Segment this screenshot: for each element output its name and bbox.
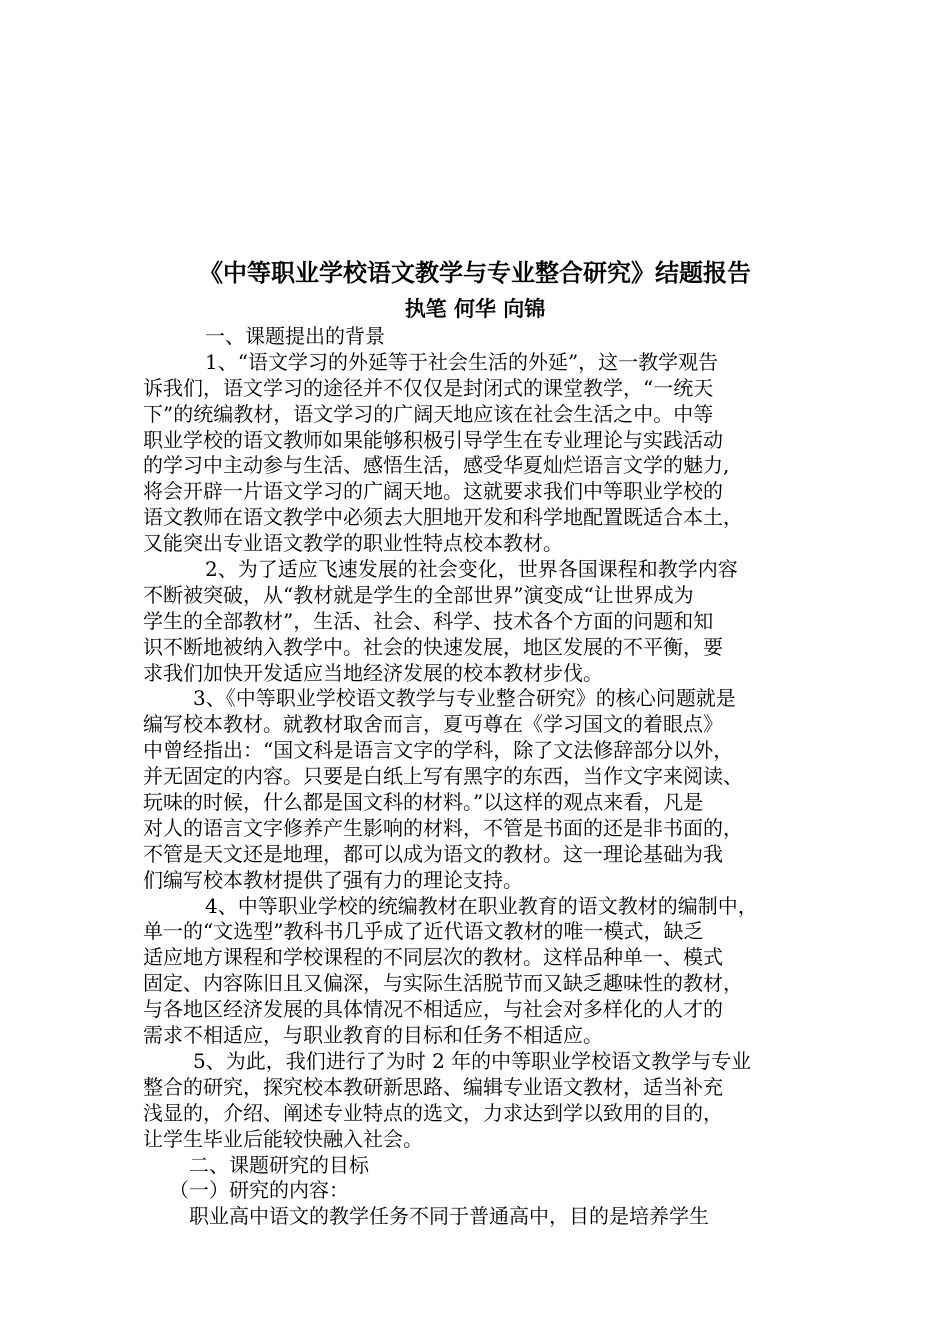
document-authors: 执笔 何华 向锦	[404, 297, 546, 321]
paragraph-line: 一、课题提出的背景	[205, 324, 385, 348]
paragraph-line: 中曾经指出：“国文科是语言文字的学科，除了文法修辞部分以外，	[143, 738, 734, 763]
paragraph-line: 适应地方课程和学校课程的不同层次的教材。这样品种单一、模式	[143, 945, 723, 970]
paragraph-line: 4、中等职业学校的统编教材在职业教育的语文教材的编制中，	[205, 893, 758, 918]
paragraph-line: 与各地区经济发展的具体情况不相适应，与社会对多样化的人才的	[143, 997, 723, 1022]
paragraph-line: 5、为此，我们进行了为时 2 年的中等职业学校语文教学与专业	[193, 1048, 752, 1073]
paragraph-line: 整合的研究，探究校本教研新思路、编辑专业语文教材，适当补充	[143, 1074, 723, 1099]
paragraph-line: 单一的“文选型”教科书几乎成了近代语文教材的唯一模式，缺乏	[143, 919, 704, 944]
paragraph-line: 职业学校的语文教师如果能够积极引导学生在专业理论与实践活动	[143, 427, 723, 452]
paragraph-line: 编写校本教材。就教材取舍而言，夏丏尊在《学习国文的着眼点》	[143, 712, 723, 737]
paragraph-line: 下”的统编教材，语文学习的广阔天地应该在社会生活之中。中等	[143, 401, 714, 426]
paragraph-line: 学生的全部教材”，生活、社会、科学、技术各个方面的问题和知	[143, 608, 714, 633]
paragraph-line: 1、“语文学习的外延等于社会生活的外延”，这一教学观告	[205, 349, 719, 374]
paragraph-line: 二、课题研究的目标	[189, 1152, 369, 1177]
paragraph-line: 们编写校本教材提供了强有力的理论支持。	[143, 867, 523, 892]
paragraph-line: 诉我们，语文学习的途径并不仅仅是封闭式的课堂教学，“一统天	[143, 375, 714, 400]
paragraph-line: 的学习中主动参与生活、感悟生活，感受华夏灿烂语言文学的魅力,	[143, 453, 730, 478]
paragraph-line: 不断被突破，从“教材就是学生的全部世界”演变成“让世界成为	[143, 582, 694, 607]
paragraph-line: 语文教师在语文教学中必须去大胆地开发和科学地配置既适合本土，	[143, 505, 743, 530]
paragraph-line: 浅显的，介绍、阐述专业特点的选文，力求达到学以致用的目的，	[143, 1100, 723, 1125]
paragraph-line: 3、《中等职业学校语文教学与专业整合研究》的核心问题就是	[193, 686, 736, 711]
paragraph-line: 让学生毕业后能较快融入社会。	[143, 1126, 423, 1151]
paragraph-line: 并无固定的内容。只要是白纸上写有黑字的东西，当作文字来阅读、	[143, 764, 743, 789]
paragraph-line: 玩味的时候，什么都是国文科的材料。”以这样的观点来看，凡是	[143, 790, 704, 815]
paragraph-line: 需求不相适应，与职业教育的目标和任务不相适应。	[143, 1023, 603, 1048]
paragraph-line: （一）研究的内容：	[169, 1178, 349, 1203]
paragraph-line: 又能突出专业语文教学的职业性特点校本教材。	[143, 531, 563, 556]
paragraph-line: 不管是天文还是地理，都可以成为语文的教材。这一理论基础为我	[143, 841, 723, 866]
paragraph-line: 识不断地被纳入教学中。社会的快速发展，地区发展的不平衡，要	[143, 634, 723, 659]
paragraph-line: 将会开辟一片语文学习的广阔天地。这就要求我们中等职业学校的	[143, 479, 723, 504]
paragraph-line: 职业高中语文的教学任务不同于普通高中，目的是培养学生	[189, 1204, 709, 1229]
paragraph-line: 对人的语言文字修养产生影响的材料，不管是书面的还是非书面的，	[143, 815, 743, 840]
document-title: 《中等职业学校语文教学与专业整合研究》结题报告	[199, 259, 751, 287]
paragraph-line: 求我们加快开发适应当地经济发展的校本教材步伐。	[143, 660, 603, 685]
paragraph-line: 2、为了适应飞速发展的社会变化，世界各国课程和教学内容	[205, 557, 738, 582]
document-body	[143, 324, 813, 1230]
paragraph-line: 固定、内容陈旧且又偏深，与实际生活脱节而又缺乏趣味性的教材，	[143, 971, 743, 996]
